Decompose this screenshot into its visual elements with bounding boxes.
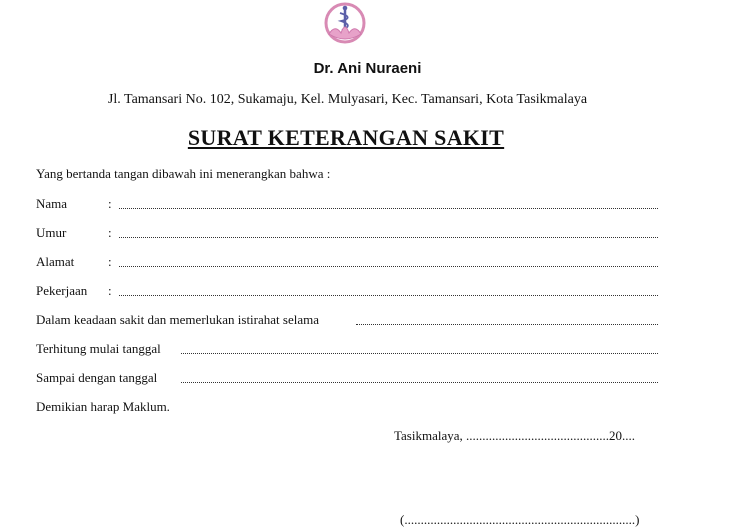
end-date-line [36,370,658,388]
end-date-blank[interactable] [181,382,658,383]
field-address [36,254,658,272]
field-address-blank[interactable] [119,266,658,267]
rest-duration-label: Dalam keadaan sakit dan memerlukan istirahat selama [36,312,319,327]
field-name-colon: : [108,196,112,211]
field-job-blank[interactable] [119,295,658,296]
field-age-label: Umur [36,225,67,240]
field-address-label: Alamat [36,254,75,269]
place-and-date: Tasikmalaya, ............................................20.... [394,428,636,443]
signature-line: (.......................................................................) [400,512,640,527]
start-date-label: Terhitung mulai tanggal [36,341,161,356]
field-age-colon: : [108,225,112,240]
field-address-colon: : [108,254,112,269]
rest-duration-line [36,312,658,330]
field-age [36,225,658,243]
document-title: SURAT KETERANGAN SAKIT [187,125,505,150]
closing-text: Demikian harap Maklum. [36,399,170,414]
field-job-label: Pekerjaan [36,283,88,298]
rest-duration-blank[interactable] [356,324,658,325]
caduceus-lotus-logo-icon [319,2,371,48]
field-name-blank[interactable] [119,208,658,209]
doctor-name: Dr. Ani Nuraeni [313,60,422,77]
start-date-blank[interactable] [181,353,658,354]
clinic-address: Jl. Tamansari No. 102, Sukamaju, Kel. Mulyasari, Kec. Tamansari, Kota Tasikmalaya [107,92,588,107]
field-name [36,196,658,214]
start-date-line [36,341,658,359]
field-age-blank[interactable] [119,237,658,238]
field-job [36,283,658,301]
field-job-colon: : [108,283,112,298]
end-date-label: Sampai dengan tanggal [36,370,158,385]
field-name-label: Nama [36,196,68,211]
intro-text: Yang bertanda tangan dibawah ini menerangkan bahwa : [36,166,331,181]
